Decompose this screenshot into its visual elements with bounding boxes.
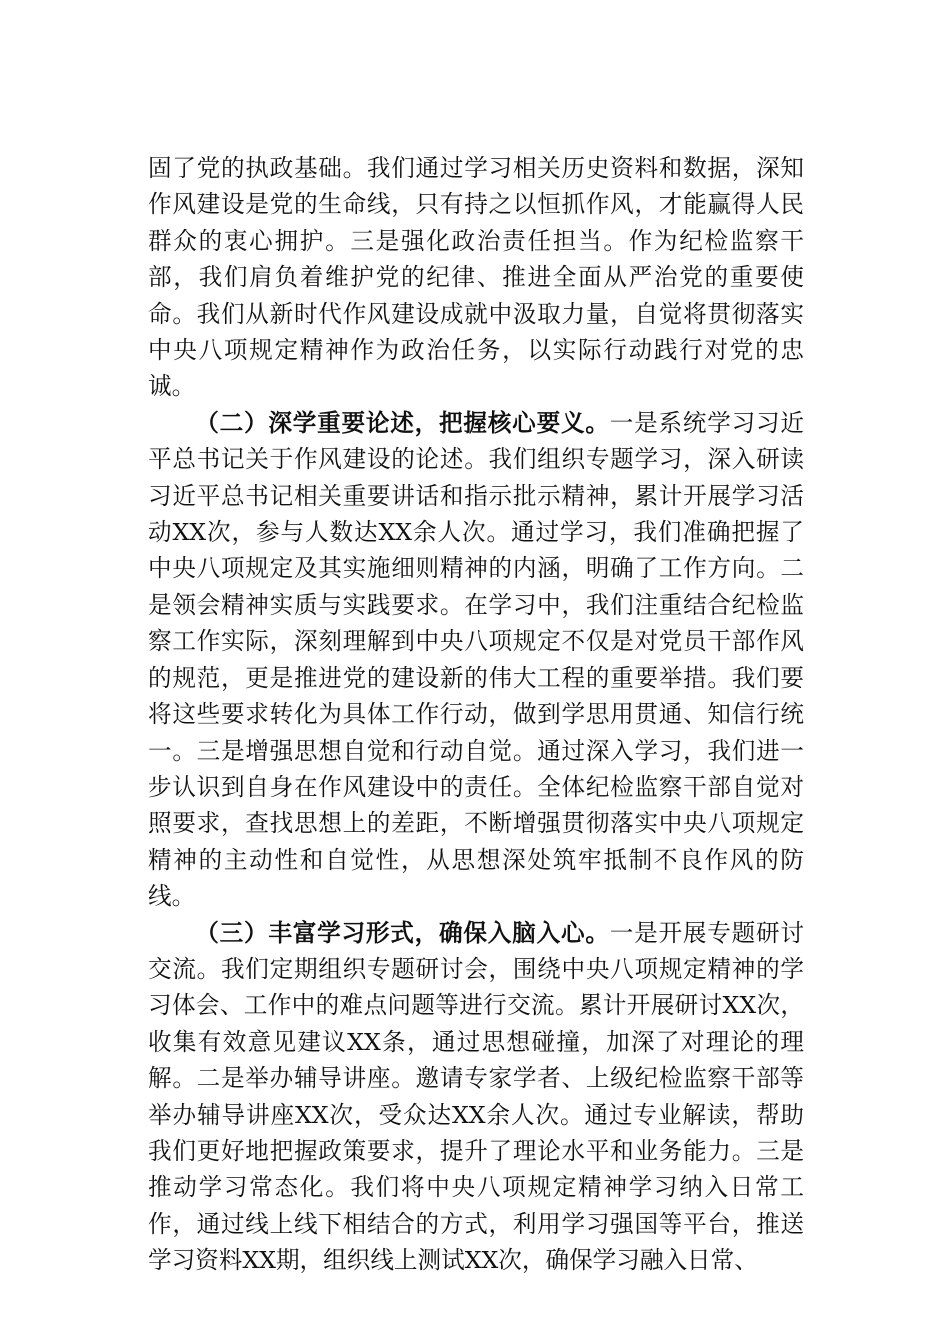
section-2-heading: （二）深学重要论述，把握核心要义。: [195, 408, 610, 437]
document-body: [148, 150, 804, 1279]
paragraph-3: [148, 915, 804, 1279]
paragraph-3-text: 一是开展专题研讨交流。我们定期组织专题研讨会，围绕中央八项规定精神的学习体会、工作中的难点问题等进行交流。累计开展研讨XX次，收集有效意见建议XX条，通过思想碰撞，加深了对理论的理解。二是举办辅导讲座。邀请专家学者、上级纪检监察干部等举办辅导讲座XX次，受众达XX余人次。通过专业解读，帮助我们更好地把握政策要求，提升了理论水平和业务能力。三是推动学习常态化。我们将中央八项规定精神学习纳入日常工作，通过线上线下相结合的方式，利用学习强国等平台，推送学习资料XX期，组织线上测试XX次，确保学习融入日常、: [148, 918, 805, 1275]
paragraph-1: [148, 150, 804, 405]
paragraph-2-text: 一是系统学习习近平总书记关于作风建设的论述。我们组织专题学习，深入研读习近平总书记相关重要讲话和指示批示精神，累计开展学习活动XX次，参与人数达XX余人次。通过学习，我们准确把握了中央八项规定及其实施细则精神的内涵，明确了工作方向。二是领会精神实质与实践要求。在学习中，我们注重结合纪检监察工作实际，深刻理解到中央八项规定不仅是对党员干部作风的规范，更是推进党的建设新的伟大工程的重要举措。我们要将这些要求转化为具体工作行动，做到学思用贯通、知信行统一。三是增强思想自觉和行动自觉。通过深入学习，我们进一步认识到自身在作风建设中的责任。全体纪检监察干部自觉对照要求，查找思想上的差距，不断增强贯彻落实中央八项规定精神的主动性和自觉性，从思想深处筑牢抵制不良作风的防线。: [148, 408, 805, 911]
section-3-heading: （三）丰富学习形式，确保入脑入心。: [195, 918, 610, 947]
paragraph-2: [148, 405, 804, 915]
paragraph-1-text: 固了党的执政基础。我们通过学习相关历史资料和数据，深知作风建设是党的生命线，只有持之以恒抓作风，才能赢得人民群众的衷心拥护。三是强化政治责任担当。作为纪检监察干部，我们肩负着维护党的纪律、推进全面从严治党的重要使命。我们从新时代作风建设成就中汲取力量，自觉将贯彻落实中央八项规定精神作为政治任务，以实际行动践行对党的忠诚。: [148, 154, 804, 401]
